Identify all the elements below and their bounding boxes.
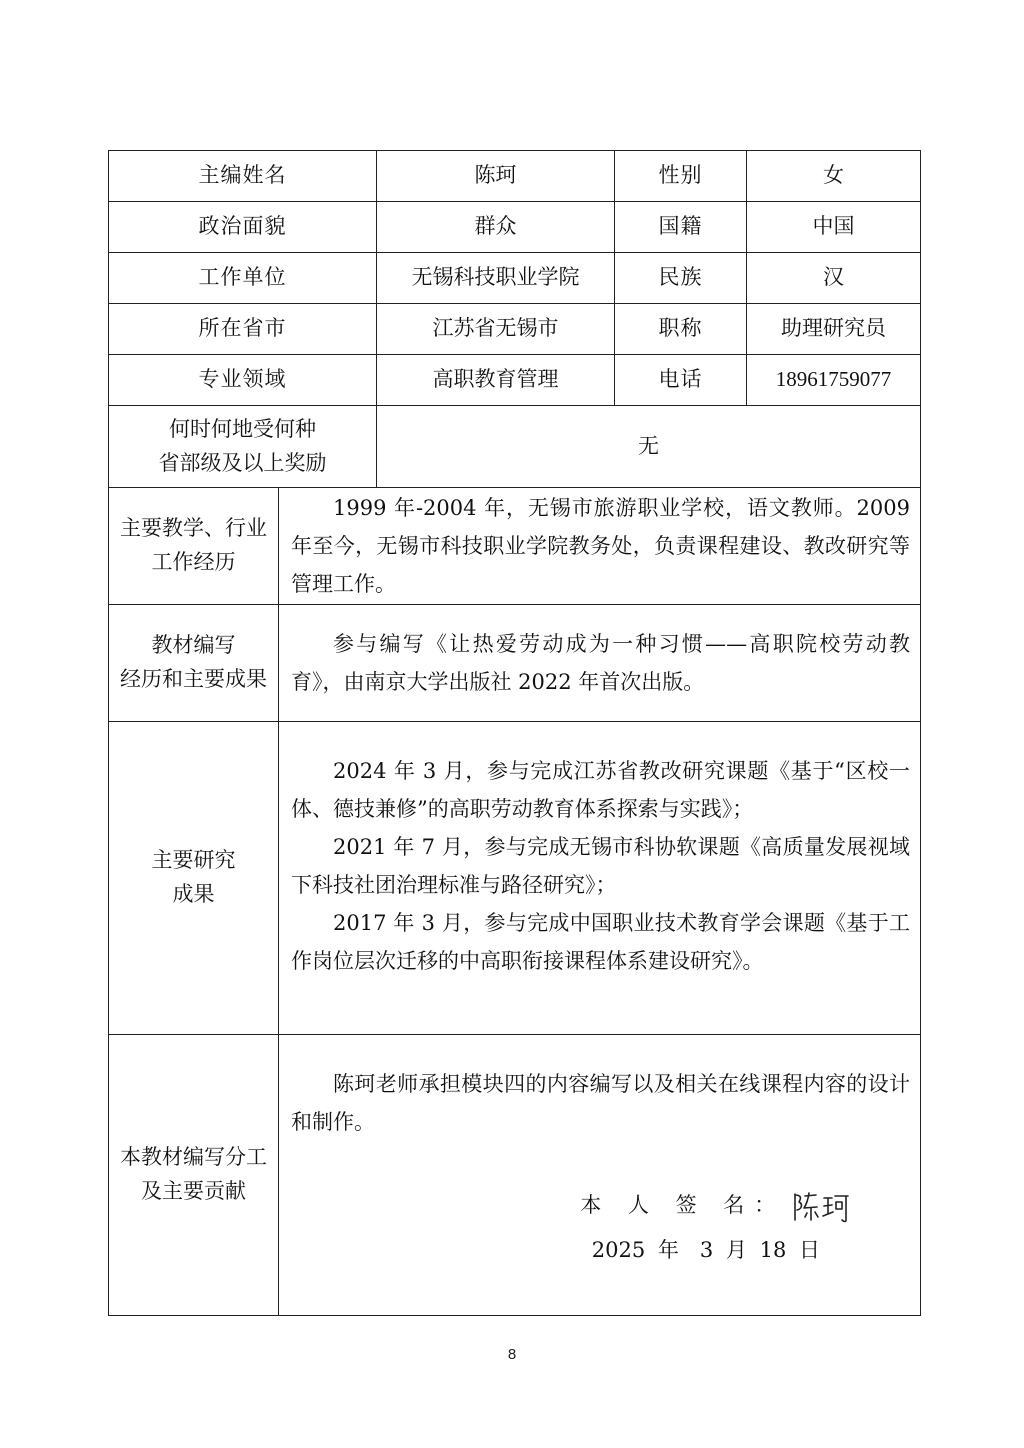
experience-label-line1: 主要教学、行业 (120, 516, 267, 541)
field-label: 电话 (615, 355, 747, 406)
signature-label: 本 人 签 名： (580, 1193, 786, 1217)
form-row (109, 202, 921, 253)
form-row (109, 151, 921, 202)
field-value: 中国 (747, 202, 921, 253)
field-label: 国籍 (615, 202, 747, 253)
editor-info-form (108, 150, 921, 1316)
form-row (109, 355, 921, 406)
textbook-label-line2: 经历和主要成果 (120, 667, 267, 691)
phone-value: 18961759077 (747, 355, 921, 406)
research-item: 2021 年 7 月，参与完成无锡市科协软课题《高质量发展视域下科技社团治理标准与路径研究》； (291, 835, 910, 897)
awards-label (109, 406, 377, 488)
research-item: 2024 年 3 月，参与完成江苏省教改研究课题《基于“区校一体、德技兼修”的高职劳动教育体系探索与实践》； (291, 759, 910, 821)
handwritten-signature (792, 1190, 850, 1224)
field-label: 性别 (615, 151, 747, 202)
signature-line (279, 1189, 920, 1224)
awards-label-line1: 何时何地受何种 (169, 416, 316, 441)
field-label: 职称 (615, 304, 747, 355)
field-label: 所在省市 (109, 304, 377, 355)
research-item: 2017 年 3 月，参与完成中国职业技术教育学会课题《基于工作岗位层次迁移的中高职衔接课程体系建设研究》。 (291, 911, 910, 973)
contribution-row (109, 1035, 921, 1316)
form-row (109, 253, 921, 304)
textbook-text: 参与编写《让热爱劳动成为一种习惯——高职院校劳动教育》，由南京大学出版社 2022 年首次出版。 (291, 632, 910, 694)
contribution-content (279, 1035, 921, 1316)
research-label-line2: 成果 (172, 882, 215, 906)
form-row (109, 304, 921, 355)
contribution-label-line2: 及主要贡献 (141, 1179, 246, 1203)
field-value: 女 (747, 151, 921, 202)
research-row (109, 722, 921, 1035)
field-label: 工作单位 (109, 253, 377, 304)
signature-date: 2025 年 3 月 18 日 (591, 1237, 820, 1262)
experience-content (279, 488, 921, 605)
textbook-label (109, 605, 279, 722)
awards-value: 无 (377, 406, 921, 488)
contribution-text: 陈珂老师承担模块四的内容编写以及相关在线课程内容的设计和制作。 (291, 1072, 910, 1134)
field-label: 民族 (615, 253, 747, 304)
textbook-label-line1: 教材编写 (151, 633, 236, 658)
field-value: 群众 (377, 202, 615, 253)
research-label-line1: 主要研究 (151, 848, 236, 873)
experience-text: 1999 年-2004 年，无锡市旅游职业学校，语文教师。2009 年至今，无锡市科技职业学院教务处，负责课程建设、教改研究等管理工作。 (291, 496, 910, 596)
awards-label-line2: 省部级及以上奖励 (158, 450, 327, 475)
textbook-content (279, 605, 921, 722)
experience-label-line2: 工作经历 (151, 550, 236, 574)
field-value: 助理研究员 (747, 304, 921, 355)
contribution-label-line1: 本教材编写分工 (120, 1145, 267, 1170)
research-content (279, 722, 921, 1035)
contribution-label (109, 1035, 279, 1316)
field-label: 主编姓名 (109, 151, 377, 202)
experience-label (109, 488, 279, 605)
field-value: 陈珂 (377, 151, 615, 202)
field-value: 高职教育管理 (377, 355, 615, 406)
page-number: 8 (507, 1346, 517, 1363)
textbook-row (109, 605, 921, 722)
experience-row (109, 488, 921, 605)
field-label: 政治面貌 (109, 202, 377, 253)
field-value: 无锡科技职业学院 (377, 253, 615, 304)
research-label (109, 722, 279, 1035)
awards-row (109, 406, 921, 488)
field-label: 专业领域 (109, 355, 377, 406)
field-value: 汉 (747, 253, 921, 304)
field-value: 江苏省无锡市 (377, 304, 615, 355)
